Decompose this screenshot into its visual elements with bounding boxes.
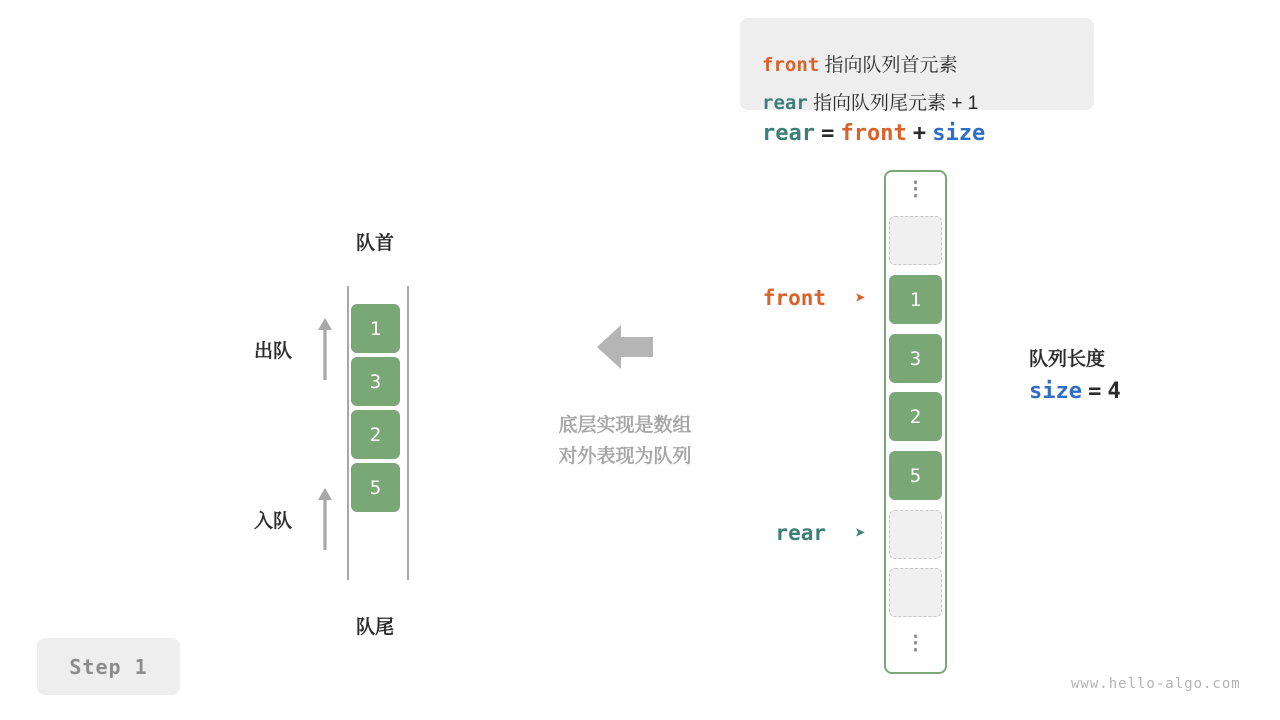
array-slot xyxy=(889,510,942,559)
front-keyword: front xyxy=(762,54,820,76)
step-badge: Step 1 xyxy=(37,638,180,695)
pointer-formula xyxy=(762,120,985,146)
array-slot xyxy=(889,216,942,265)
array-slot xyxy=(889,568,942,617)
array-slot: 1 xyxy=(889,275,942,324)
formula-plus: + xyxy=(912,121,927,146)
size-value: 4 xyxy=(1107,379,1121,404)
size-equals: = xyxy=(1088,379,1102,404)
array-top-ellipsis: ⋮ xyxy=(905,178,926,200)
watermark: www.hello-algo.com xyxy=(1071,676,1241,692)
queue-length-expression xyxy=(1029,378,1121,404)
rear-keyword: rear xyxy=(762,92,808,114)
array-slot: 3 xyxy=(889,334,942,383)
enqueue-arrow-icon xyxy=(316,486,334,552)
queue-tail-label: 队尾 xyxy=(355,617,394,638)
front-pointer-label: front xyxy=(762,286,826,310)
array-slot: 2 xyxy=(889,392,942,441)
queue-rail-left xyxy=(347,286,349,580)
pointer-definition-box xyxy=(740,18,1094,114)
dequeue-arrow-icon xyxy=(316,316,334,382)
formula-front: front xyxy=(840,121,907,146)
queue-cell: 2 xyxy=(351,410,400,459)
rear-pointer-arrow-icon: ➤ xyxy=(855,523,866,544)
implementation-note-line-1: 底层实现是数组 xyxy=(558,415,692,436)
queue-head-label: 队首 xyxy=(355,233,394,254)
front-description: 指向队列首元素 xyxy=(824,55,958,76)
queue-length-label: 队列长度 xyxy=(1029,349,1106,370)
front-definition xyxy=(762,50,958,77)
rear-definition xyxy=(762,88,978,115)
array-slot: 5 xyxy=(889,451,942,500)
implementation-note-line-2: 对外表现为队列 xyxy=(558,446,692,467)
formula-size: size xyxy=(932,121,986,146)
size-keyword: size xyxy=(1029,379,1082,404)
rear-description: 指向队列尾元素 + 1 xyxy=(813,93,979,114)
formula-equals: = xyxy=(821,121,835,146)
queue-cell: 5 xyxy=(351,463,400,512)
array-bottom-ellipsis: ⋮ xyxy=(905,632,926,654)
front-pointer-arrow-icon: ➤ xyxy=(855,288,866,309)
queue-cell: 3 xyxy=(351,357,400,406)
transform-arrow-icon xyxy=(595,320,655,374)
rear-pointer-label: rear xyxy=(775,521,826,545)
queue-rail-right xyxy=(407,286,409,580)
enqueue-label: 入队 xyxy=(254,511,293,532)
formula-rear: rear xyxy=(762,121,815,146)
dequeue-label: 出队 xyxy=(254,341,293,362)
implementation-note xyxy=(508,410,742,472)
queue-cell: 1 xyxy=(351,304,400,353)
